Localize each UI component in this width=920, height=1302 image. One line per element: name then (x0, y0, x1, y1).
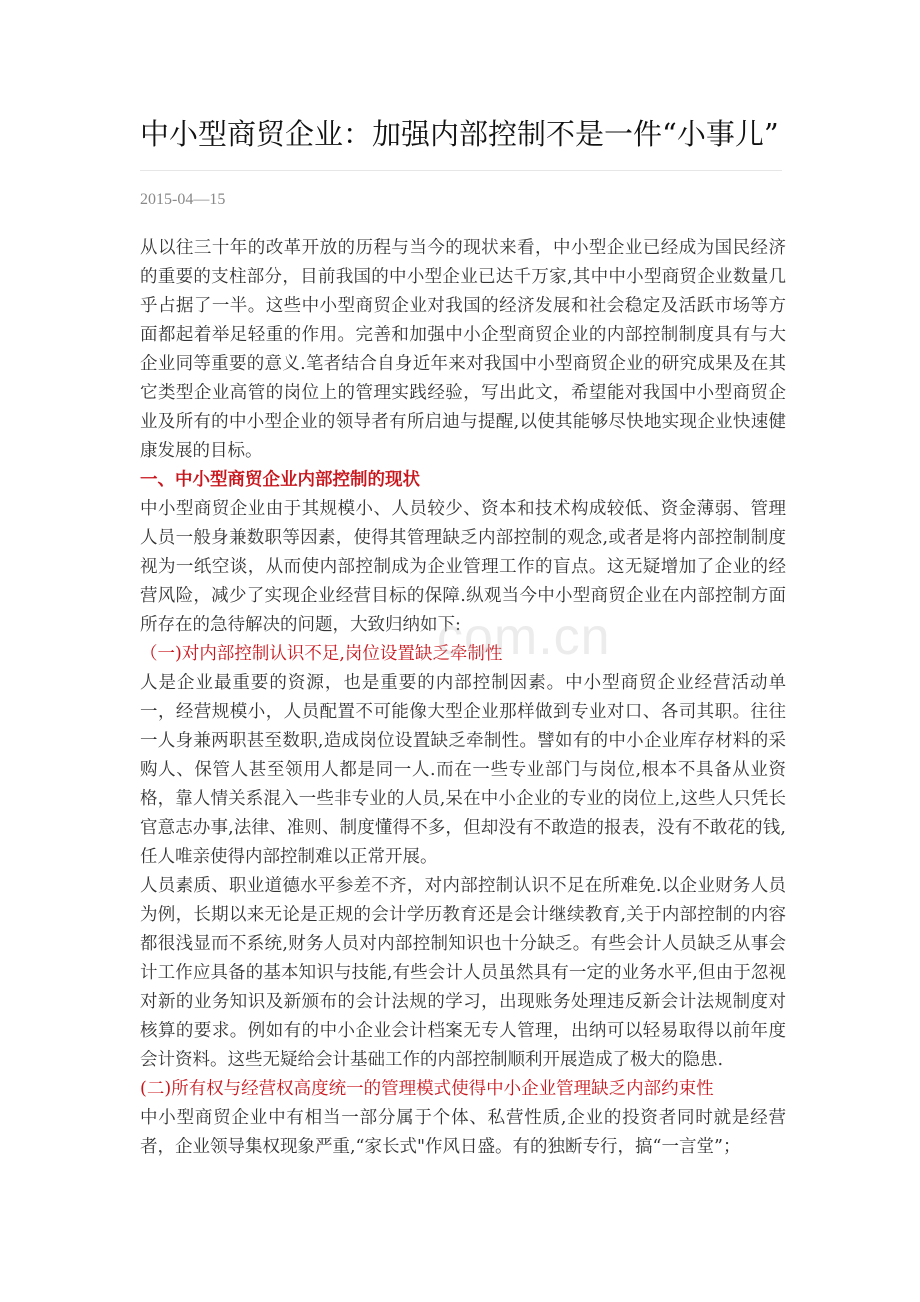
article-title: 中小型商贸企业：加强内部控制不是一件“小事儿” (140, 117, 779, 151)
section-1-paragraph: 中小型商贸企业由于其规模小、人员较少、资本和技术构成较低、资金薄弱、管理人员一般身兼数职等因素，使得其管理缺乏内部控制的观念,或者是将内部控制制度视为一纸空谈，从而使内部控制成为企业管理工作的盲点。这无疑增加了企业的经营风险，减少了实现企业经营目标的保障.纵观当今中小型商贸企业在内部控制方面所存在的急待解决的问题，大致归纳如下: (140, 499, 786, 635)
subsection-heading-2: (二)所有权与经营权高度统一的管理模式使得中小企业管理缺乏内部约束性 (140, 1079, 714, 1099)
section-heading-1: 一、中小型商贸企业内部控制的现状 (140, 470, 420, 490)
subsection-2-paragraph-1: 中小型商贸企业中有相当一部分属于个体、私营性质,企业的投资者同时就是经营者，企业领导集权现象严重,“家长式"作风日盛。有的独断专行，搞“一言堂”； (140, 1108, 786, 1157)
publish-date: 2015-04—15 (140, 191, 226, 208)
intro-paragraph: 从以往三十年的改革开放的历程与当今的现状来看，中小型企业已经成为国民经济的重要的支柱部分，目前我国的中小型企业已达千万家,其中中小型商贸企业数量几乎占据了一半。这些中小型商贸企业对我国的经济发展和社会稳定及活跃市场等方面都起着举足轻重的作用。完善和加强中小企型商贸企业的内部控制制度具有与大企业同等重要的意义.笔者结合自身近年来对我国中小型商贸企业的研究成果及在其它类型企业高管的岗位上的管理实践经验，写出此文，希望能对我国中小型商贸企业及所有的中小型企业的领导者有所启迪与提醒,以使其能够尽快地实现企业快速健康发展的目标。 (140, 238, 786, 461)
article-body (140, 234, 786, 1162)
subsection-1-paragraph-2: 人员素质、职业道德水平参差不齐，对内部控制认识不足在所难免.以企业财务人员为例，长期以来无论是正规的会计学历教育还是会计继续教育,关于内部控制的内容都很浅显而不系统,财务人员对内部控制知识也十分缺乏。有些会计人员缺乏从事会计工作应具备的基本知识与技能,有些会计人员虽然具有一定的业务水平,但由于忽视对新的业务知识及新颁布的会计法规的学习，出现账务处理违反新会计法规制度对核算的要求。例如有的中小企业会计档案无专人管理，出纳可以轻易取得以前年度会计资料。这些无疑给会计基础工作的内部控制顺利开展造成了极大的隐患. (140, 876, 786, 1070)
title-divider (140, 170, 782, 171)
subsection-1-paragraph-1: 人是企业最重要的资源，也是重要的内部控制因素。中小型商贸企业经营活动单一，经营规模小，人员配置不可能像大型企业那样做到专业对口、各司其职。往往一人身兼两职甚至数职,造成岗位设置缺乏牵制性。譬如有的中小企业库存材料的采购人、保管人甚至领用人都是同一人.而在一些专业部门与岗位,根本不具备从业资格，靠人情关系混入一些非专业的人员,呆在中小企业的专业的岗位上,这些人只凭长官意志办事,法律、准则、制度懂得不多，但却没有不敢造的报表，没有不敢花的钱,任人唯亲使得内部控制难以正常开展。 (140, 673, 786, 867)
watermark-text: com.cn (437, 608, 611, 666)
subsection-heading-1: （一)对内部控制认识不足,岗位设置缺乏牵制性 (140, 644, 503, 664)
